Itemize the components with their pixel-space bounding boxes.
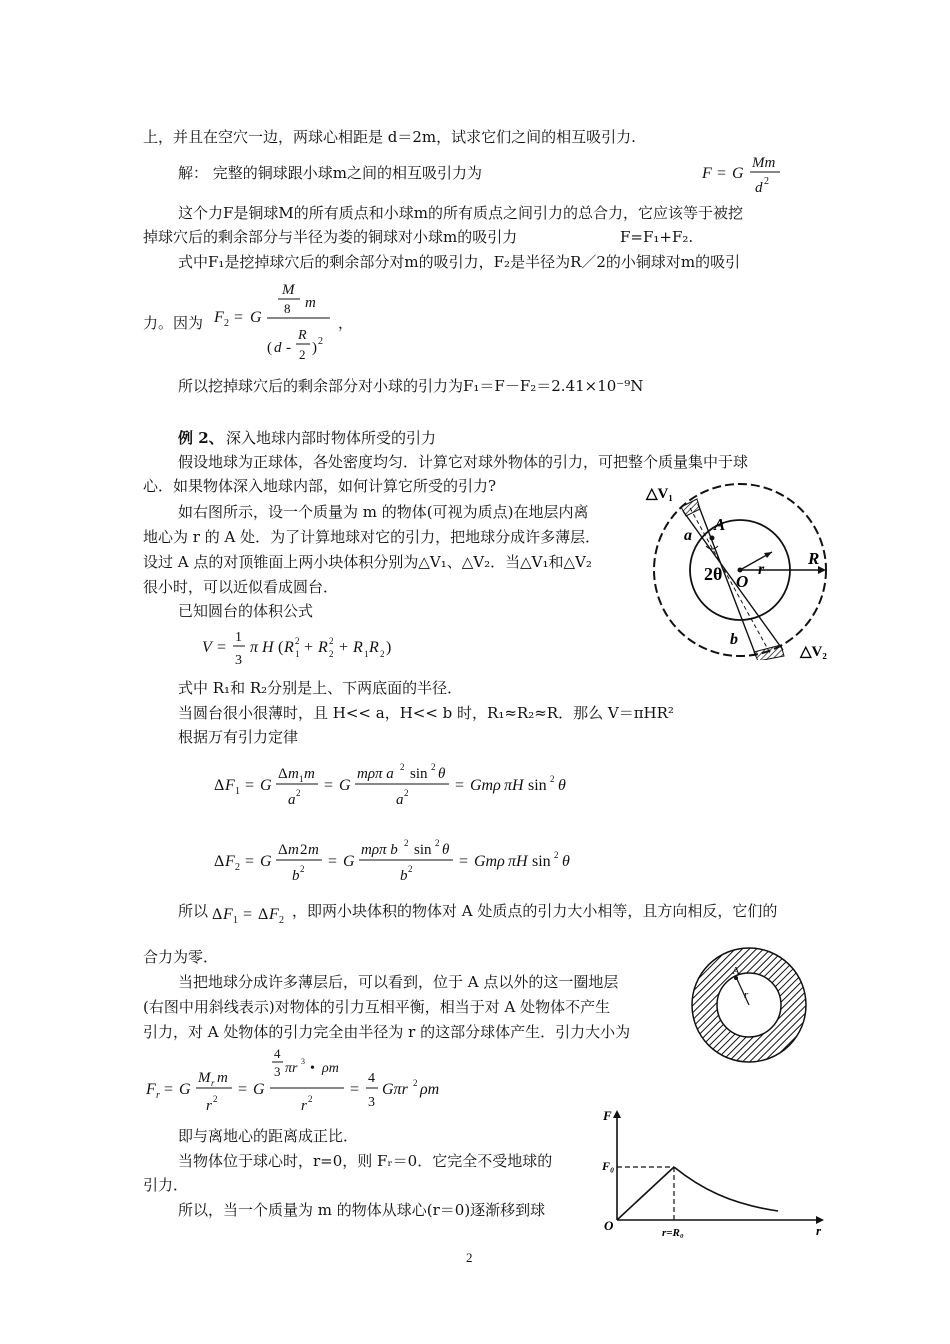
- inverse-square-segment: [674, 1167, 778, 1211]
- svg-text:4: 4: [274, 1046, 281, 1061]
- svg-text:8: 8: [284, 301, 291, 316]
- big-r-label: R: [808, 549, 820, 568]
- svg-text:d: d: [755, 180, 763, 196]
- formula-delta-equal: [210, 893, 300, 933]
- svg-text:): ): [386, 639, 392, 656]
- svg-text:2: 2: [279, 915, 284, 926]
- svg-text:θ: θ: [558, 777, 566, 794]
- formula-frustum-volume: [200, 622, 430, 672]
- example-title: 深入地球内部时物体所受的引力: [226, 429, 437, 447]
- text-line: 式中F₁是挖掉球穴后的剩余部分对m的吸引力，F₂是半径为R／2的小铜球对m的吸引: [178, 253, 741, 271]
- svg-text:π H: π H: [250, 639, 274, 656]
- text-line: 当把地球分成许多薄层后，可以看到，位于 A 点以外的这一圈地层: [178, 973, 619, 991]
- text-line: 很小时，可以近似看成圆台．: [143, 578, 339, 596]
- svg-text:M: M: [198, 1070, 211, 1086]
- svg-text:mρπ b: mρπ b: [361, 842, 398, 858]
- svg-text:2: 2: [431, 762, 436, 772]
- svg-text:F: F: [223, 906, 233, 923]
- svg-text:r: r: [211, 1078, 215, 1088]
- svg-text:3: 3: [235, 653, 242, 668]
- formula-delta-f1: [212, 760, 612, 810]
- svg-text:sin: sin: [528, 777, 547, 794]
- svg-text:b: b: [292, 868, 300, 884]
- f0-label: F₀: [602, 1159, 615, 1173]
- svg-text:-: -: [286, 340, 291, 356]
- svg-text:=: =: [328, 853, 338, 870]
- text-line: 掉球穴后的剩余部分与半径为娄的铜球对小球m的吸引力: [143, 228, 518, 246]
- svg-text:2: 2: [299, 347, 306, 362]
- text-line: F=F₁+F₂.: [620, 228, 694, 246]
- svg-text:•: •: [310, 1061, 315, 1076]
- svg-text:=: =: [350, 1081, 360, 1098]
- text-line: 地心为 r 的 A 处．为了计算地球对它的引力，把地球分成许多薄层．: [143, 528, 601, 546]
- svg-text:m: m: [288, 842, 299, 858]
- text-line: ，: [338, 314, 354, 332]
- svg-text:(: (: [267, 340, 272, 356]
- text-line: 根据万有引力定律: [178, 728, 299, 746]
- svg-text:r: r: [156, 1090, 160, 1101]
- svg-text:G: G: [260, 777, 272, 794]
- svg-text:sin: sin: [532, 853, 551, 870]
- svg-text:πH: πH: [504, 777, 524, 794]
- text-line: 所以挖掉球穴后的剩余部分对小球的引力为F₁＝F－F₂＝2.41×10⁻⁹N: [178, 377, 644, 395]
- svg-text:2: 2: [329, 649, 334, 659]
- text-line: 当物体位于球心时，r=0，则 Fᵣ＝0．它完全不受地球的: [178, 1152, 553, 1170]
- svg-text:Δ: Δ: [214, 853, 225, 870]
- svg-text:b: b: [400, 868, 408, 884]
- svg-text:2: 2: [300, 864, 305, 874]
- text-line: 设过 A 点的对顶锥面上两小块体积分别为△V₁、△V₂．当△V₁和△V₂: [143, 553, 592, 571]
- svg-text:2: 2: [235, 862, 240, 873]
- text-line: (右图中用斜线表示)对物体的引力互相平衡，相当于对 A 处物体不产生: [143, 998, 611, 1016]
- text-line: 上，并且在空穴一边，两球心相距是 d＝2m，试求它们之间的相互吸引力.: [143, 128, 636, 146]
- svg-text:G: G: [260, 853, 272, 870]
- text-line: 已知圆台的体积公式: [178, 602, 314, 620]
- svg-text:a: a: [396, 792, 404, 808]
- svg-text:4: 4: [368, 1071, 375, 1086]
- dv1-label: △V₁: [646, 486, 673, 502]
- svg-text:Gmρ: Gmρ: [474, 853, 505, 870]
- svg-text:Gπr: Gπr: [382, 1081, 408, 1098]
- svg-text:θ: θ: [562, 853, 570, 870]
- svg-text:=: =: [245, 777, 255, 794]
- text-line: 式中 R₁和 R₂分别是上、下两底面的半径．: [178, 679, 463, 697]
- svg-text:=: =: [217, 639, 227, 656]
- svg-text:2: 2: [329, 636, 334, 646]
- dv2-label: △V₂: [800, 644, 827, 660]
- svg-text:=: =: [238, 1081, 248, 1098]
- svg-text:1: 1: [235, 786, 240, 797]
- example-label: 例 2、: [178, 429, 224, 447]
- svg-text:=: =: [717, 165, 727, 182]
- svg-text:=: =: [243, 906, 253, 923]
- svg-text:2: 2: [380, 649, 385, 659]
- svg-text:2: 2: [764, 176, 769, 187]
- svg-text:2: 2: [213, 1094, 218, 1104]
- text-line: 解： 完整的铜球跟小球m之间的相互吸引力为: [178, 164, 482, 182]
- svg-text:F: F: [225, 853, 235, 870]
- text-line: 合力为零．: [143, 948, 219, 966]
- svg-text:m: m: [288, 766, 299, 782]
- text-line: 假设地球为正球体，各处密度均匀．计算它对球外物体的引力，可把整个质量集中于球: [178, 453, 749, 471]
- formula-delta-f2: [212, 836, 612, 886]
- svg-text:r: r: [301, 1098, 307, 1114]
- point-a-label: A: [732, 965, 740, 977]
- svg-text:=: =: [324, 777, 334, 794]
- svg-text:2: 2: [400, 762, 405, 772]
- text-line: ，即两小块体积的物体对 A 处质点的引力大小相等，且方向相反，它们的: [292, 902, 778, 920]
- svg-text:2: 2: [408, 864, 413, 874]
- svg-text:=: =: [455, 777, 465, 794]
- svg-text:Δ: Δ: [278, 842, 288, 858]
- svg-text:R: R: [369, 639, 379, 656]
- formula-f2: [212, 276, 342, 372]
- svg-text:m: m: [305, 295, 316, 311]
- r-label: r: [744, 989, 749, 1001]
- svg-text:): ): [312, 340, 317, 356]
- svg-text:sin: sin: [414, 842, 432, 858]
- svg-text:θ: θ: [442, 842, 450, 858]
- svg-text:=: =: [459, 853, 469, 870]
- svg-text:3: 3: [274, 1064, 281, 1079]
- dv2-block: [754, 645, 784, 660]
- svg-text:Δ: Δ: [278, 766, 288, 782]
- earth-cone-diagram: [640, 480, 840, 660]
- theta-label: 2θ: [704, 564, 723, 584]
- earth-shell-diagram: [688, 946, 810, 1064]
- svg-text:2: 2: [550, 774, 555, 784]
- svg-text:a: a: [288, 792, 296, 808]
- text-line: 如右图所示，设一个质量为 m 的物体(可视为质点)在地层内离: [178, 503, 589, 521]
- page-number: 2: [466, 1250, 473, 1265]
- svg-text:2: 2: [413, 1078, 418, 1088]
- svg-text:F: F: [214, 309, 224, 326]
- svg-text:2: 2: [224, 318, 229, 329]
- svg-text:=: =: [164, 1081, 174, 1098]
- formula-gravity: [700, 150, 790, 200]
- linear-segment: [617, 1167, 674, 1220]
- svg-text:Gmρ: Gmρ: [470, 777, 501, 794]
- dv1-block: [681, 499, 700, 516]
- svg-text:=: =: [245, 853, 255, 870]
- svg-text:F: F: [702, 165, 712, 182]
- r-r0-label: r=R₀: [662, 1227, 684, 1239]
- svg-text:F: F: [269, 906, 279, 923]
- f-axis-label: F: [603, 1108, 612, 1123]
- svg-text:M: M: [282, 282, 295, 298]
- svg-text:G: G: [253, 1081, 265, 1098]
- svg-text:1: 1: [364, 649, 369, 659]
- r-label: r: [758, 561, 765, 578]
- a-label: a: [684, 527, 692, 544]
- svg-text:R: R: [353, 639, 363, 656]
- svg-text:F: F: [146, 1081, 156, 1098]
- svg-text:Δ: Δ: [258, 906, 269, 923]
- svg-text:Δ: Δ: [212, 906, 223, 923]
- svg-text:2: 2: [554, 850, 559, 860]
- force-distance-graph: [600, 1108, 830, 1240]
- svg-text:2: 2: [318, 336, 323, 347]
- text-line: 所以: [178, 902, 209, 920]
- svg-text:R: R: [298, 328, 307, 343]
- svg-text:Δ: Δ: [214, 777, 225, 794]
- svg-text:+: +: [304, 639, 314, 656]
- svg-text:m: m: [304, 766, 315, 782]
- text-line: 引力，对 A 处物体的引力完全由半径为 r 的这部分球体产生．引力大小为: [143, 1023, 631, 1041]
- origin-label: O: [604, 1218, 614, 1233]
- svg-text:(: (: [278, 639, 284, 656]
- svg-text:2: 2: [308, 1094, 313, 1104]
- svg-text:G: G: [179, 1081, 191, 1098]
- svg-text:+: +: [339, 639, 349, 656]
- text-line: 引力．: [143, 1176, 189, 1194]
- svg-text:d: d: [274, 340, 282, 356]
- svg-text:θ: θ: [438, 766, 446, 782]
- text-line: 即与离地心的距离成正比．: [178, 1127, 359, 1145]
- svg-text:R: R: [284, 639, 294, 656]
- svg-text:m: m: [217, 1070, 228, 1086]
- svg-text:G: G: [343, 853, 355, 870]
- svg-text:πH: πH: [508, 853, 528, 870]
- formula-fr: [144, 1046, 474, 1122]
- svg-text:F: F: [225, 777, 235, 794]
- svg-text:3: 3: [301, 1057, 305, 1066]
- svg-text:2: 2: [404, 838, 409, 848]
- svg-text:ρm: ρm: [420, 1081, 440, 1098]
- svg-text:ρm: ρm: [322, 1061, 339, 1076]
- svg-text:3: 3: [368, 1095, 375, 1110]
- svg-text:=: =: [234, 309, 244, 326]
- svg-text:1: 1: [299, 774, 304, 784]
- text-line: 心．如果物体深入地球内部，如何计算它所受的引力?: [143, 477, 497, 495]
- point-a-label: A: [714, 515, 726, 534]
- svg-text:G: G: [339, 777, 351, 794]
- svg-text:2: 2: [300, 842, 308, 858]
- center-o-label: O: [736, 572, 749, 591]
- svg-text:2: 2: [404, 788, 409, 798]
- svg-text:G: G: [250, 309, 262, 326]
- b-label: b: [730, 631, 738, 648]
- svg-text:πr: πr: [285, 1061, 298, 1076]
- svg-text:Mm: Mm: [752, 155, 776, 171]
- svg-text:1: 1: [233, 915, 238, 926]
- svg-text:m: m: [308, 842, 319, 858]
- svg-text:2: 2: [295, 636, 300, 646]
- svg-text:1: 1: [295, 649, 300, 659]
- svg-text:R: R: [318, 639, 328, 656]
- text-line: 这个力F是铜球M的所有质点和小球m的所有质点之间引力的总合力，它应该等于被挖: [178, 204, 743, 222]
- svg-text:2: 2: [435, 838, 440, 848]
- svg-text:1: 1: [235, 630, 242, 645]
- r-axis-label: r: [816, 1223, 822, 1238]
- text-line: 当圆台很小很薄时，且 H<< a，H<< b 时，R₁≈R₂≈R．那么 V＝πHR²: [178, 704, 674, 722]
- svg-text:G: G: [732, 165, 744, 182]
- svg-text:2: 2: [296, 788, 301, 798]
- svg-text:r: r: [206, 1098, 212, 1114]
- svg-text:sin: sin: [410, 766, 428, 782]
- text-line: 所以，当一个质量为 m 的物体从球心(r＝0)逐渐移到球: [178, 1201, 546, 1219]
- svg-text:V: V: [202, 639, 212, 656]
- text-line: 力。因为: [143, 314, 204, 332]
- svg-text:mρπ a: mρπ a: [357, 766, 394, 782]
